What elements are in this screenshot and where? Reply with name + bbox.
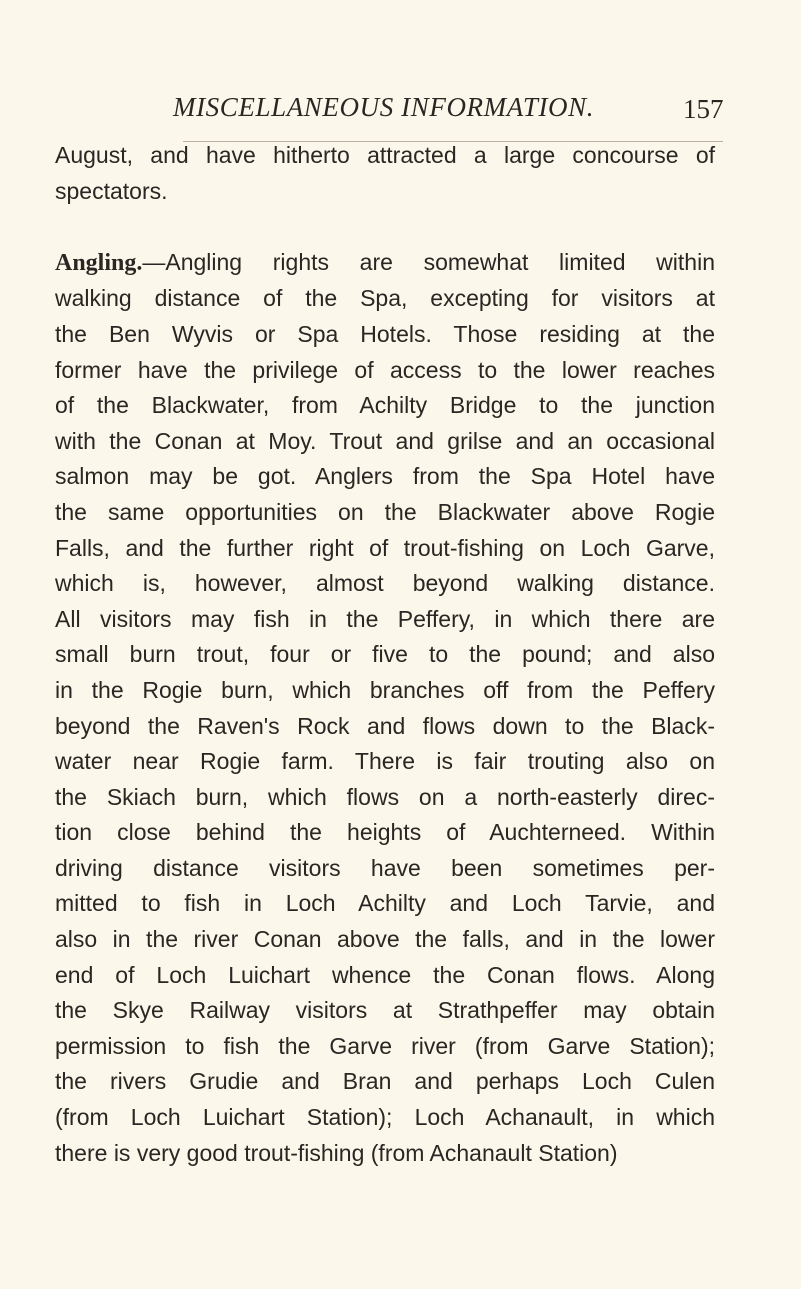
text-line: in the Rogie burn, which branches off from the Peffery [55,676,715,703]
text-line: (from Loch Luichart Station); Loch Achanault, in which [55,1104,715,1131]
text-line: tion close behind the heights of Auchterneed. Within [55,819,715,846]
text-line: also in the river Conan above the falls, and in the lower [55,926,715,953]
text-line: of the Blackwater, from Achilty Bridge to the junction [55,392,715,419]
text-line: the Ben Wyvis or Spa Hotels. Those residing at the [55,320,715,347]
text-line: mitted to fish in Loch Achilty and Loch Tarvie, and [55,890,715,917]
page-body [55,138,715,1171]
section-heading-angling: Angling. [55,249,143,276]
paragraph-lines [55,281,715,1171]
text-line: the same opportunities on the Blackwater above Rogie [55,498,715,525]
text-line: the Skiach burn, which flows on a north-easterly direc- [55,783,715,810]
text-line: salmon may be got. Anglers from the Spa Hotel have [55,463,715,490]
text-line: former have the privilege of access to the lower reaches [55,356,715,383]
text-line: the Skye Railway visitors at Strathpeffer may obtain [55,997,715,1024]
paragraph-angling [55,245,715,1171]
text-line: water near Rogie farm. There is fair trouting also on [55,748,715,775]
text-line-rest: —Angling rights are somewhat limited within [142,248,715,275]
text-line: Falls, and the further right of trout-fishing on Loch Garve, [55,534,715,561]
text-line: small burn trout, four or five to the pound; and also [55,641,715,668]
paragraph-gap [55,209,715,245]
text-line: driving distance visitors have been sometimes per- [55,854,715,881]
text-line: end of Loch Luichart whence the Conan flows. Along [55,961,715,988]
paragraph-1 [55,138,715,209]
page-number: 157 [683,94,724,124]
text-line: August, and have hitherto attracted a large concourse of [55,142,715,168]
text-line: which is, however, almost beyond walking distance. [55,570,715,597]
running-title: MISCELLANEOUS INFORMATION. [173,92,595,122]
text-line: the rivers Grudie and Bran and perhaps Loch Culen [55,1068,715,1095]
text-line [55,245,715,282]
text-line: beyond the Raven's Rock and flows down to the Black- [55,712,715,739]
text-line: permission to fish the Garve river (from Garve Station); [55,1032,715,1059]
text-line: there is very good trout-fishing (from Achanault Station) [55,1139,618,1166]
text-line: with the Conan at Moy. Trout and grilse and an occasional [55,427,715,454]
text-line: spectators. [55,177,168,204]
text-line: All visitors may fish in the Peffery, in which there are [55,605,715,632]
text-line: walking distance of the Spa, excepting for visitors at [55,285,715,312]
